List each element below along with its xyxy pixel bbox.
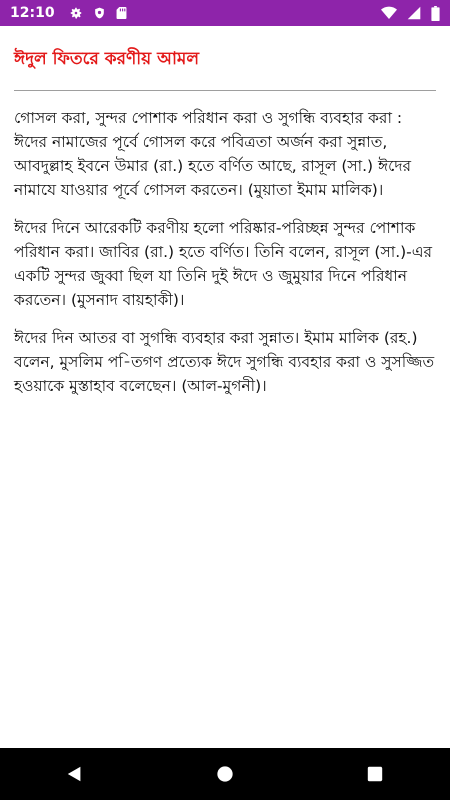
article-paragraph: গোসল করা, সুন্দর পোশাক পরিধান করা ও সুগন্ধি ব্যবহার করা : ঈদের নামাজের পূর্বে গোসল করে পবিত্রতা অর্জন করা সুন্নাত, আবদুল্লাহ ইবনে উমার (রা.) হতে বর্ণিত আছে, রাসূল (সা.) ঈদের নামাযে যাওয়ার পূর্বে গোসল করতেন। (মুয়াতা ইমাম মালিক)। [14, 109, 412, 199]
article-title: ঈদুল ফিতরে করণীয় আমল [14, 49, 200, 69]
recents-button[interactable] [345, 748, 405, 800]
status-time: 12:10 [10, 5, 55, 21]
navigation-bar [0, 748, 450, 800]
status-indicators [371, 6, 440, 21]
wifi-icon [381, 6, 397, 20]
status-bar [0, 0, 450, 26]
back-button[interactable] [45, 748, 105, 800]
home-icon [216, 765, 234, 783]
sd-card-icon [116, 6, 127, 20]
article-paragraph: ঈদের দিনে আরেকটি করণীয় হলো পরিষ্কার-পরিচ্ছন্ন সুন্দর পোশাক পরিধান করা। জাবির (রা.) হতে বর্ণিত। তিনি বলেন, রাসূল (সা.)-এর একটি সুন্দর জুব্বা ছিল যা তিনি দুই ঈদে ও জুমুয়ার দিনে পরিধান করতেন। (মুসনাদ বায়হাকী)। [14, 219, 433, 309]
article-body [14, 106, 438, 412]
gear-icon [69, 6, 83, 20]
signal-icon [407, 6, 421, 20]
battery-icon [431, 6, 440, 21]
back-icon [66, 765, 84, 783]
article-paragraph: ঈদের দিন আতর বা সুগন্ধি ব্যবহার করা সুন্নাত। ইমাম মালিক (রহ.) বলেন, মুসলিম প-িতগণ প্রত্যেক ঈদে সুগন্ধি ব্যবহার করা ও সুসজ্জিত হওয়াকে মুস্তাহাব বলেছেন। (আল-মুগনী)। [14, 329, 435, 395]
shield-icon [93, 6, 106, 20]
recents-icon [367, 766, 383, 782]
home-button[interactable] [195, 748, 255, 800]
title-divider [14, 90, 436, 91]
